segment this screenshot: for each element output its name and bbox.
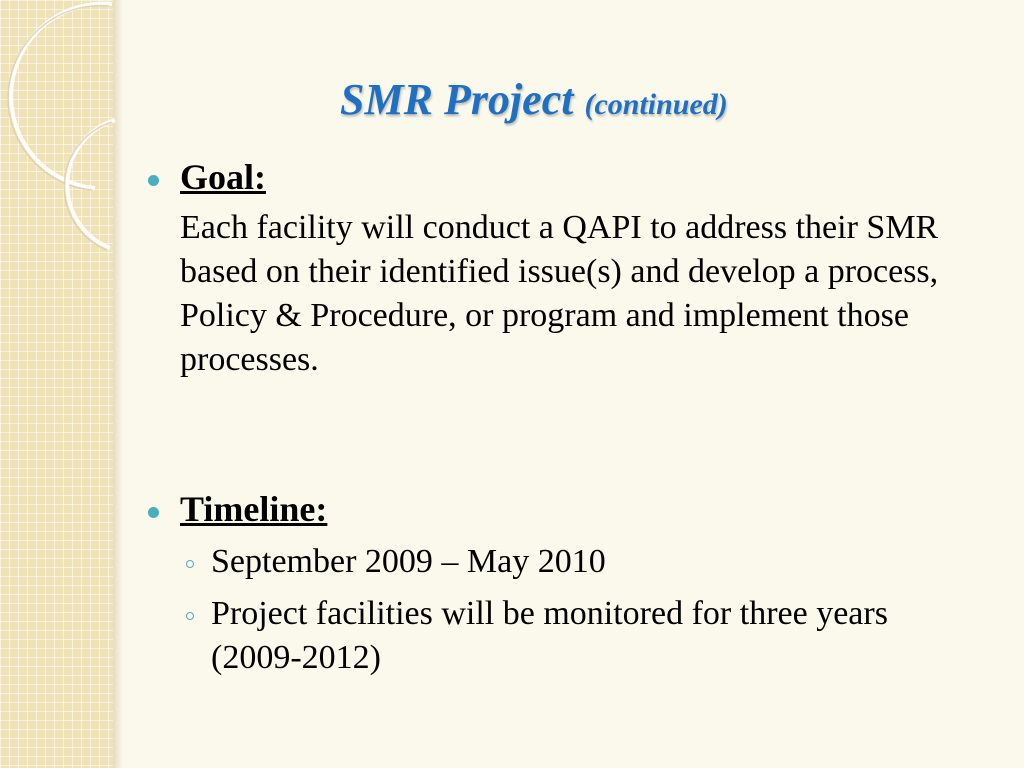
- timeline-heading: Timeline:: [180, 489, 328, 529]
- timeline-item-text: Project facilities will be monitored for three years (2009-2012): [211, 595, 888, 676]
- title-main: SMR Project: [340, 75, 574, 124]
- title-suffix: (continued): [584, 88, 728, 121]
- goal-description: Each facility will conduct a QAPI to address their SMR based on their identified issue(s) and develop a process, Policy & Procedure, or program and implement those processes.: [180, 209, 939, 378]
- hollow-circle-bullet-icon: [186, 612, 194, 620]
- timeline-item-text: September 2009 – May 2010: [211, 543, 606, 580]
- hollow-circle-bullet-icon: [186, 560, 194, 568]
- filled-circle-bullet-icon: [148, 507, 159, 518]
- filled-circle-bullet-icon: [148, 175, 159, 186]
- slide-title: [340, 74, 728, 125]
- decorative-circles-icon: [0, 0, 190, 260]
- goal-heading: Goal:: [180, 157, 266, 197]
